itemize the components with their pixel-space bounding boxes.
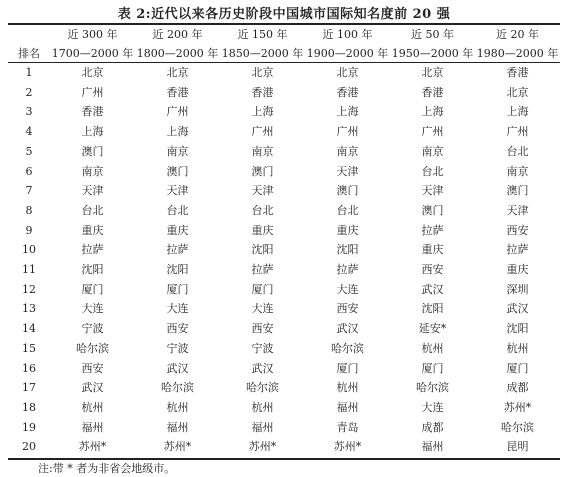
city-cell: 台北 [166, 203, 189, 217]
table-row [8, 122, 560, 142]
period-span: 近 20 年 [496, 27, 539, 41]
table-row [8, 299, 560, 319]
city-cell: 武汉 [506, 302, 529, 316]
city-cell: 拉萨 [506, 243, 529, 257]
city-cell: 北京 [251, 66, 274, 79]
city-cell: 香港 [81, 105, 104, 119]
city-cell: 北京 [506, 85, 529, 99]
city-cell: 广州 [336, 125, 359, 139]
table-body [8, 63, 560, 457]
city-cell: 福州 [251, 420, 274, 434]
city-cell: 成都 [506, 381, 529, 395]
city-cell: 厦门 [506, 361, 529, 375]
city-cell: 武汉 [251, 361, 274, 375]
city-cell: 武汉 [421, 282, 444, 296]
city-cell: 哈尔滨 [161, 381, 194, 395]
city-cell: 厦门 [81, 282, 104, 296]
period-span: 近 200 年 [152, 27, 203, 41]
rank-cell: 5 [25, 144, 33, 158]
rank-header: 排名 [18, 46, 40, 60]
city-cell: 台北 [81, 203, 104, 217]
city-cell: 武汉 [336, 322, 359, 336]
city-cell: 澳门 [166, 164, 189, 178]
table-row [8, 378, 560, 398]
city-cell: 拉萨 [421, 223, 444, 237]
city-cell: 厦门 [421, 361, 444, 375]
city-cell: 哈尔滨 [501, 420, 534, 434]
city-cell: 拉萨 [166, 243, 189, 257]
table-row [8, 181, 560, 201]
period-range: 1950—2000 年 [391, 46, 474, 60]
city-cell: 大连 [336, 282, 359, 296]
city-cell: 大连 [251, 302, 274, 316]
city-cell: 西安 [166, 322, 189, 336]
city-cell: 大连 [421, 400, 444, 414]
city-cell: 西安 [421, 263, 444, 277]
rank-cell: 16 [22, 361, 36, 375]
city-cell: 香港 [421, 85, 444, 99]
rank-cell: 4 [25, 125, 33, 139]
table-row [8, 359, 560, 379]
rank-cell: 1 [25, 66, 33, 79]
city-cell: 拉萨 [336, 263, 359, 277]
rank-cell: 12 [22, 282, 36, 296]
rank-cell: 18 [22, 400, 36, 414]
rank-cell: 2 [25, 85, 33, 99]
city-cell: 重庆 [421, 243, 444, 257]
city-cell: 南京 [166, 144, 189, 158]
city-cell: 西安 [506, 223, 529, 237]
city-cell: 台北 [506, 144, 529, 158]
city-cell: 沈阳 [421, 302, 444, 316]
table-row [8, 221, 560, 241]
city-cell: 杭州 [251, 400, 274, 414]
period-span: 近 300 年 [67, 27, 118, 41]
rank-cell: 20 [22, 440, 36, 454]
city-cell: 南京 [421, 144, 444, 158]
city-cell: 青岛 [336, 420, 359, 434]
rank-cell: 9 [25, 223, 33, 237]
city-cell: 北京 [81, 66, 104, 79]
table-row [8, 260, 560, 280]
city-cell: 大连 [166, 302, 189, 316]
city-cell: 厦门 [251, 282, 274, 296]
city-cell: 北京 [166, 66, 189, 79]
city-cell: 广州 [81, 85, 104, 99]
city-cell: 南京 [81, 164, 104, 178]
city-cell: 上海 [506, 105, 529, 119]
city-cell: 广州 [251, 125, 274, 139]
city-cell: 西安 [251, 322, 274, 336]
city-cell: 昆明 [506, 440, 529, 454]
city-cell: 宁波 [166, 341, 189, 355]
city-cell: 福州 [81, 420, 104, 434]
city-cell: 福州 [166, 420, 189, 434]
city-cell: 天津 [506, 203, 529, 217]
city-cell: 上海 [166, 125, 189, 139]
rank-cell: 8 [25, 203, 33, 217]
city-cell: 天津 [81, 184, 104, 198]
city-cell: 福州 [421, 440, 444, 454]
table-row [8, 280, 560, 300]
period-span: 近 50 年 [411, 27, 454, 41]
city-cell: 上海 [336, 105, 359, 119]
header-row-span [8, 24, 560, 44]
table-row [8, 63, 560, 83]
city-cell: 南京 [506, 164, 529, 178]
city-cell: 苏州* [248, 440, 277, 454]
table-row [8, 418, 560, 438]
city-cell: 沈阳 [506, 322, 529, 336]
city-cell: 澳门 [421, 203, 444, 217]
city-cell: 台北 [421, 164, 444, 178]
city-cell: 哈尔滨 [331, 341, 364, 355]
city-cell: 杭州 [506, 341, 529, 355]
period-range: 1900—2000 年 [306, 46, 389, 60]
rank-cell: 6 [25, 164, 33, 178]
table-row [8, 319, 560, 339]
city-cell: 沈阳 [81, 263, 104, 277]
table-row [8, 83, 560, 103]
city-cell: 天津 [166, 184, 189, 198]
city-cell: 上海 [81, 125, 104, 139]
city-cell: 广州 [166, 105, 189, 119]
city-cell: 上海 [251, 105, 274, 119]
city-cell: 香港 [336, 85, 359, 99]
table-row [8, 201, 560, 221]
city-cell: 台北 [251, 203, 274, 217]
city-cell: 广州 [421, 125, 444, 139]
city-cell: 南京 [251, 144, 274, 158]
city-cell: 厦门 [166, 282, 189, 296]
header-row-range [8, 44, 560, 63]
city-cell: 厦门 [336, 361, 359, 375]
city-cell: 苏州* [503, 400, 532, 414]
city-cell: 西安 [336, 302, 359, 316]
city-cell: 天津 [251, 184, 274, 198]
city-cell: 杭州 [421, 341, 444, 355]
city-cell: 成都 [421, 420, 444, 434]
city-cell: 杭州 [81, 400, 104, 414]
rank-cell: 11 [22, 263, 36, 277]
city-cell: 宁波 [81, 322, 104, 336]
city-cell: 拉萨 [81, 243, 104, 257]
city-cell: 重庆 [251, 223, 274, 237]
city-cell: 上海 [421, 105, 444, 119]
city-cell: 宁波 [251, 341, 274, 355]
table-row [8, 102, 560, 122]
city-cell: 天津 [421, 184, 444, 198]
city-cell: 重庆 [506, 263, 529, 277]
table-title: 表 2:近代以来各历史阶段中国城市国际知名度前 20 强 [117, 7, 451, 22]
rank-cell: 19 [22, 420, 36, 434]
city-cell: 台北 [336, 203, 359, 217]
city-cell: 苏州* [163, 440, 192, 454]
rank-cell: 7 [25, 184, 33, 198]
city-cell: 天津 [336, 164, 359, 178]
period-span: 近 150 年 [237, 27, 288, 41]
city-cell: 澳门 [81, 144, 104, 158]
rank-cell: 13 [22, 302, 36, 316]
city-cell: 香港 [506, 66, 529, 79]
city-cell: 重庆 [336, 223, 359, 237]
ranking-table [8, 24, 560, 457]
city-cell: 北京 [421, 66, 444, 79]
city-cell: 南京 [336, 144, 359, 158]
city-cell: 澳门 [251, 164, 274, 178]
table-row [8, 240, 560, 260]
table-row [8, 398, 560, 418]
city-cell: 拉萨 [251, 263, 274, 277]
table-row [8, 142, 560, 162]
city-cell: 澳门 [336, 184, 359, 198]
table-row [8, 162, 560, 182]
table-note: 注:带 * 者为非省会地级市。 [38, 462, 176, 475]
city-cell: 北京 [336, 66, 359, 79]
rank-cell: 17 [22, 381, 36, 395]
city-cell: 延安* [418, 322, 447, 336]
city-cell: 杭州 [166, 400, 189, 414]
city-cell: 沈阳 [336, 243, 359, 257]
city-cell: 广州 [506, 125, 529, 139]
period-range: 1800—2000 年 [136, 46, 219, 60]
table-row [8, 339, 560, 359]
table-row [8, 437, 560, 457]
city-cell: 杭州 [336, 381, 359, 395]
city-cell: 苏州* [78, 440, 107, 454]
city-cell: 哈尔滨 [246, 381, 279, 395]
period-span: 近 100 年 [322, 27, 373, 41]
city-cell: 武汉 [81, 381, 104, 395]
period-range: 1980—2000 年 [476, 46, 559, 60]
rank-cell: 10 [22, 243, 36, 257]
city-cell: 哈尔滨 [76, 341, 109, 355]
city-cell: 澳门 [506, 184, 529, 198]
period-range: 1850—2000 年 [221, 46, 304, 60]
city-cell: 哈尔滨 [416, 381, 449, 395]
city-cell: 香港 [166, 85, 189, 99]
period-range: 1700—2000 年 [51, 46, 134, 60]
city-cell: 大连 [81, 302, 104, 316]
city-cell: 香港 [251, 85, 274, 99]
city-cell: 苏州* [333, 440, 362, 454]
table-header [8, 24, 560, 63]
rank-cell: 3 [25, 105, 33, 119]
city-cell: 沈阳 [166, 263, 189, 277]
city-cell: 深圳 [506, 282, 529, 296]
city-cell: 重庆 [166, 223, 189, 237]
city-cell: 重庆 [81, 223, 104, 237]
city-cell: 武汉 [166, 361, 189, 375]
rank-cell: 15 [22, 341, 36, 355]
city-cell: 沈阳 [251, 243, 274, 257]
rank-cell: 14 [22, 322, 36, 336]
city-cell: 福州 [336, 400, 359, 414]
city-cell: 西安 [81, 361, 104, 375]
